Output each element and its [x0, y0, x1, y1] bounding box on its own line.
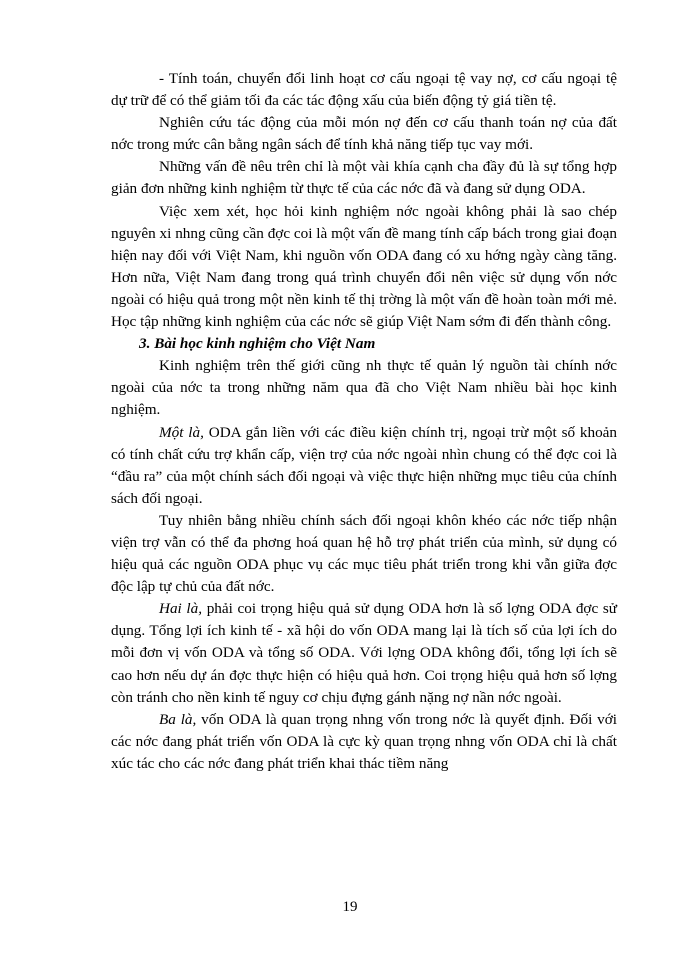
section-heading: 3. Bài học kinh nghiệm cho Việt Nam: [139, 335, 376, 353]
paragraph: Những vấn đề nêu trên chỉ là một vài khía cạnh cha đầy đủ là sự tổng hợp giản đơn những kinh nghiệm từ thực tế của các nớc đã và đang sử dụng ODA.: [111, 158, 617, 198]
paragraph: - Tính toán, chuyển đổi linh hoạt cơ cấu ngoại tệ vay nợ, cơ cấu ngoại tệ dự trữ để có thể giảm tối đa các tác động xấu của biến động tỷ giá tiền tệ.: [111, 70, 617, 110]
paragraph: Việc xem xét, học hỏi kinh nghiệm nớc ngoài không phải là sao chép nguyên xi nhng cũng cần đợc coi là một vấn đề mang tính cấp bách trong giai đoạn hiện nay đối với Việt Nam, khi nguồn vốn ODA đang có xu hớng ngày càng tăng. Hơn nữa, Việt Nam đang trong quá trình chuyển đổi nên việc sử dụng vốn nớc ngoài có hiệu quả trong một nền kinh tế thị trờng là một vấn đề hoàn toàn mới mẻ. Học tập những kinh nghiệm của các nớc sẽ giúp Việt Nam sớm đi đến thành công.: [111, 202, 617, 331]
point-text: phải coi trọng hiệu quả sử dụng ODA hơn là số lợng ODA đợc sử dụng. Tổng lợi ích kinh tế - xã hội do vốn ODA mang lại là tích số của lợi ích do mỗi đơn vị vốn ODA và tổng số ODA. Với lợng ODA không đổi, tổng lợi ích sẽ cao hơn nếu dự án đợc thực hiện có hiệu quả hơn. Coi trọng hiệu quả hơn số lợng còn tránh cho nền kinh tế nguy cơ chịu đựng gánh nặng nợ nần nớc ngoài.: [111, 600, 617, 706]
paragraph: Kinh nghiệm trên thế giới cũng nh thực tế quản lý nguồn tài chính nớc ngoài của nớc ta trong những năm qua đã cho Việt Nam nhiều bài học kinh nghiệm.: [111, 357, 617, 419]
point-text: ODA gắn liền với các điều kiện chính trị, ngoại trừ một số khoản có tính chất cứu trợ khẩn cấp, viện trợ của nớc ngoài nhìn chung có thể đợc coi là “đầu ra” của một chính sách đối ngoại và việc thực hiện những mục tiêu của chính sách đối ngoại.: [111, 423, 618, 507]
point-lead: Hai là,: [159, 600, 203, 618]
point-lead: Một là,: [159, 423, 204, 441]
paragraph: Nghiên cứu tác động của mỗi món nợ đến cơ cấu thanh toán nợ của đất nớc trong mức cân bằng ngân sách để tính khả năng tiếp tục vay mới.: [111, 114, 617, 154]
body-text: [111, 68, 617, 775]
point-lead: Ba là,: [159, 710, 197, 728]
point-text: vốn ODA là quan trọng nhng vốn trong nớc là quyết định. Đối với các nớc đang phát triển vốn ODA là cực kỳ quan trọng nhng vốn ODA chỉ là chất xúc tác cho các nớc đang phát triển khai thác tiềm năng: [111, 710, 617, 772]
paragraph: Tuy nhiên bằng nhiều chính sách đối ngoại khôn khéo các nớc tiếp nhận viện trợ vẫn có thể đa phơng hoá quan hệ hỗ trợ phát triển của mình, sử dụng có hiệu quả các nguồn ODA phục vụ các mục tiêu phát triển trong khi vẫn giữa đợc độc lập tự chủ của đất nớc.: [111, 511, 617, 596]
paragraph-point-three: [111, 709, 617, 775]
paragraph-point-two: [111, 598, 617, 708]
paragraph-point-one: [111, 422, 617, 510]
page-number: 19: [342, 899, 358, 915]
